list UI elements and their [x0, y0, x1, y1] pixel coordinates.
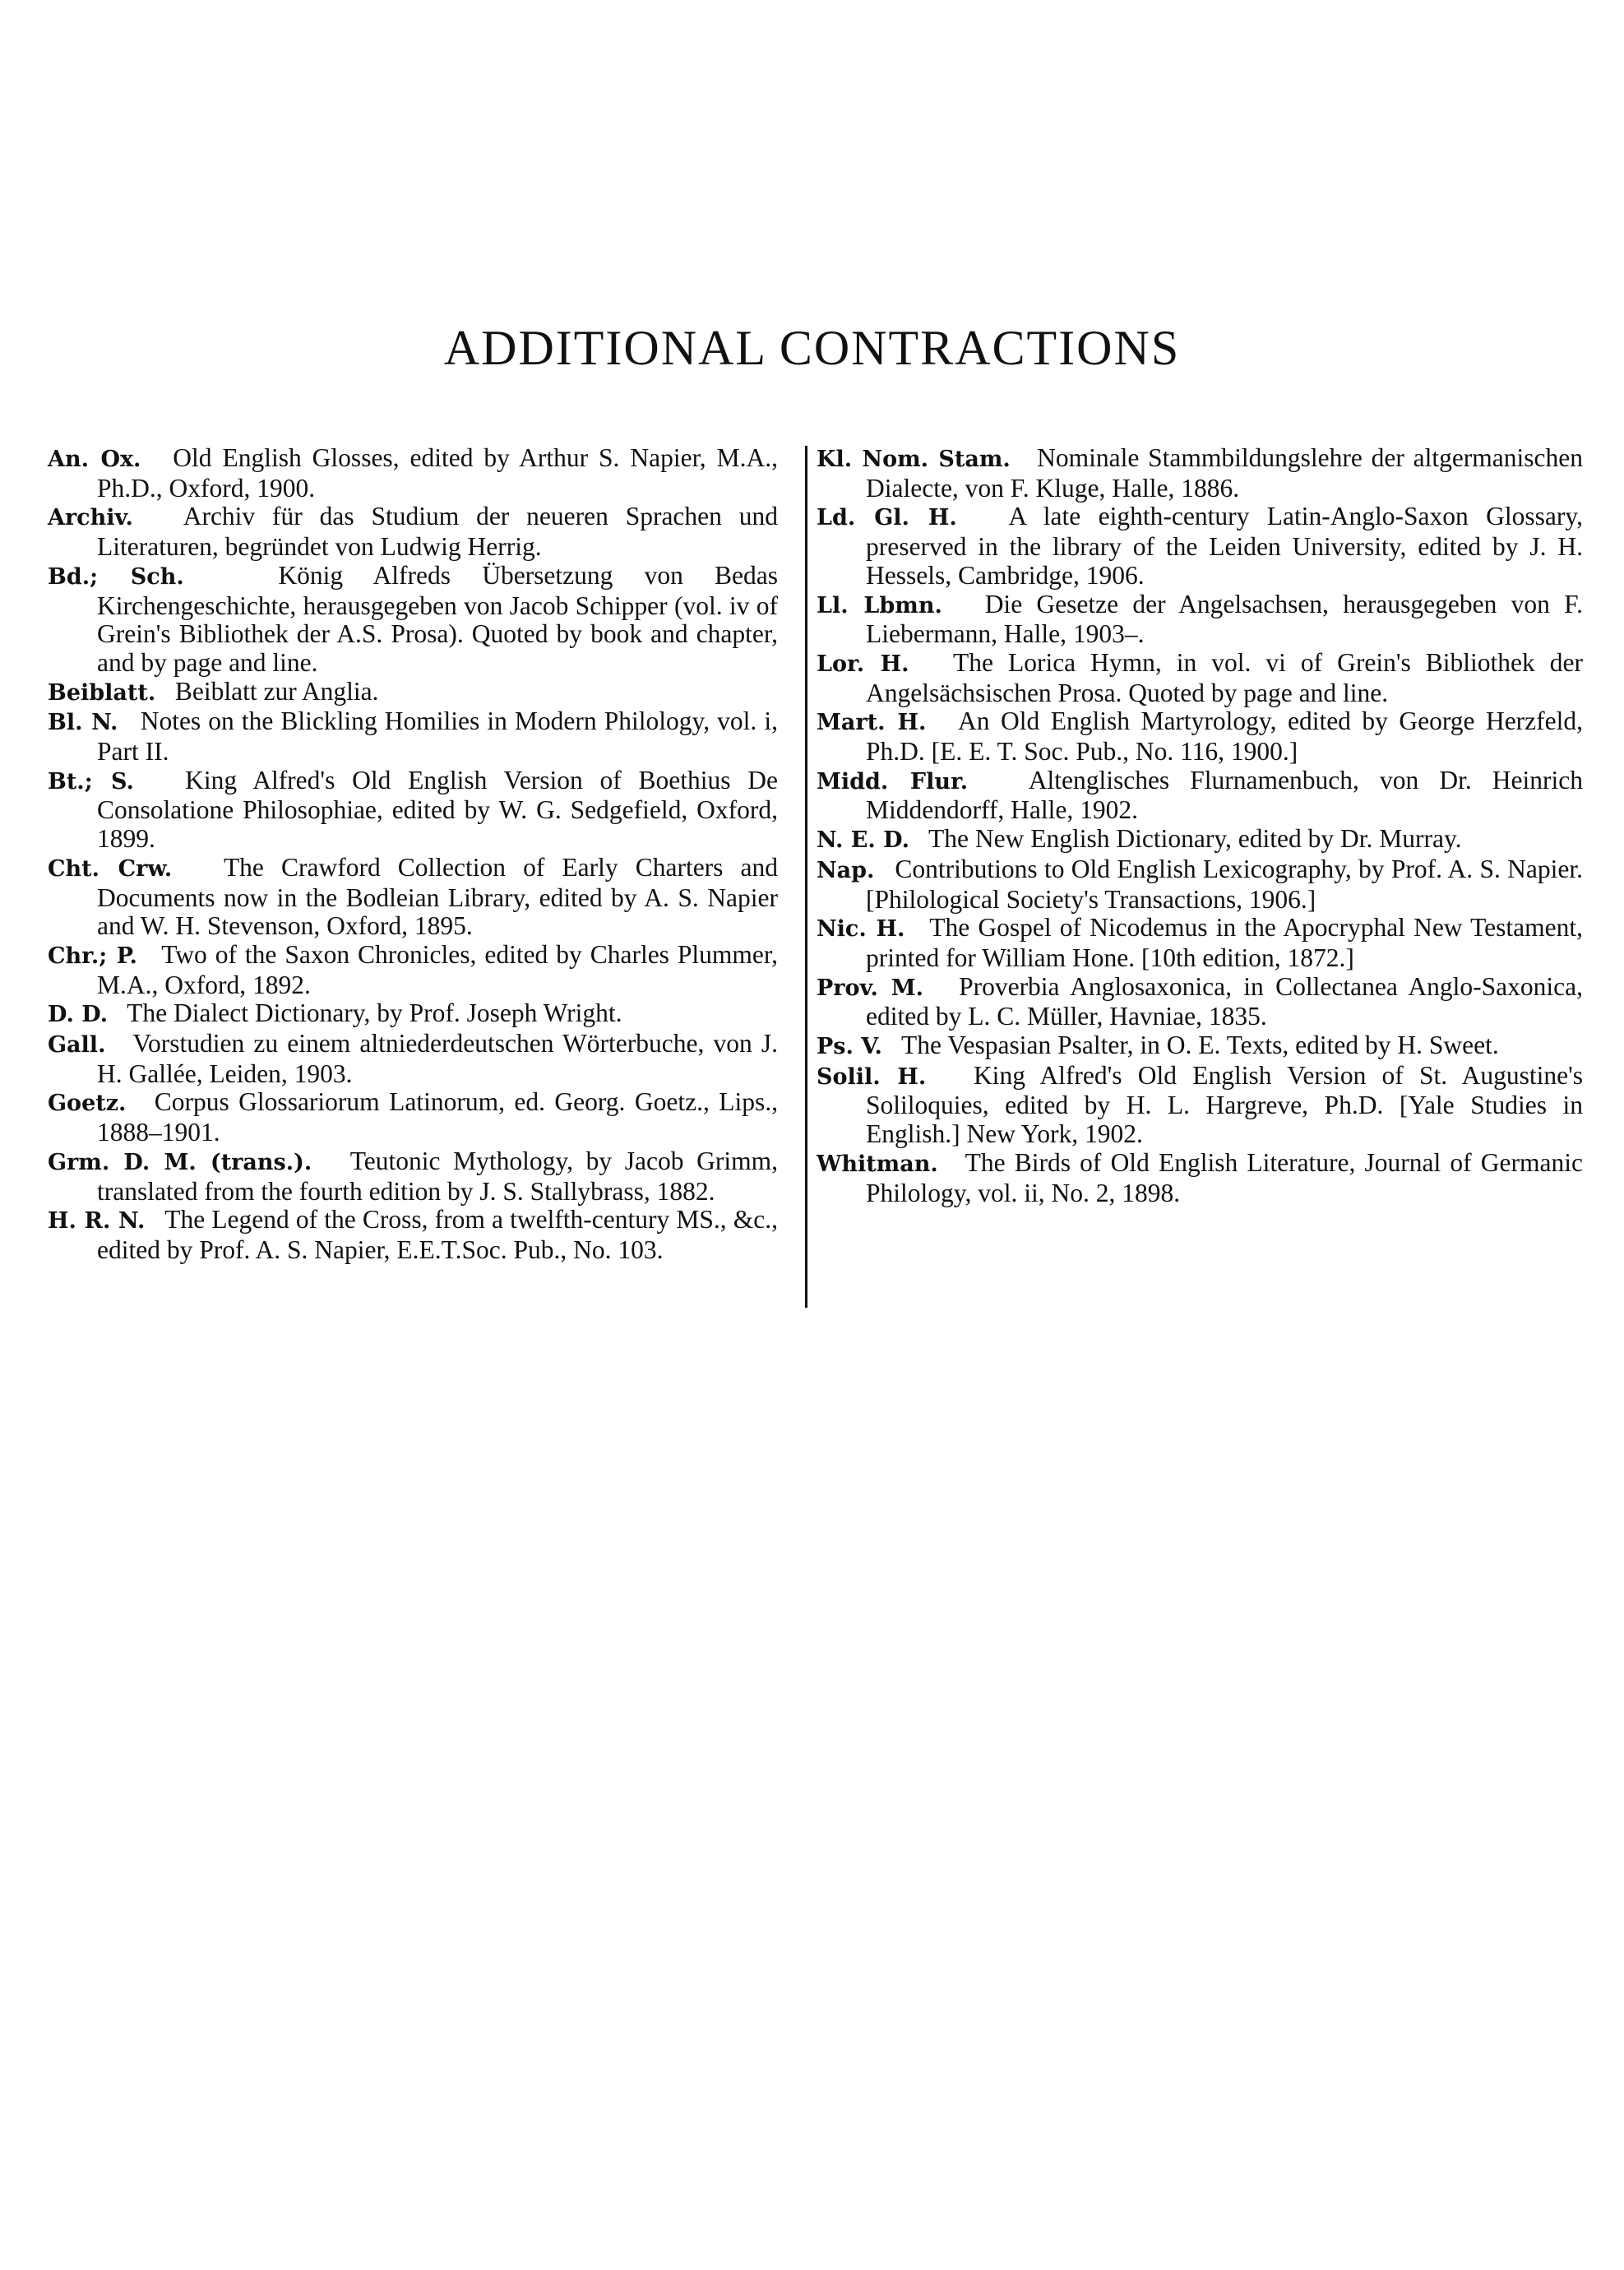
entry-abbreviation: An. Ox. — [48, 447, 141, 472]
entry-abbreviation: N. E. D. — [817, 827, 909, 854]
entry-abbreviation: Nic. H. — [817, 916, 905, 943]
entry-abbreviation: Bd.; Sch. — [48, 563, 184, 590]
entry-text: Altenglisches Flurnamenbuch, von Dr. Heinrich Middendorff, Halle, 1902. — [866, 765, 1584, 825]
entry-abbreviation: Whitman. — [817, 1151, 938, 1177]
entry-abbreviation: H. R. N. — [48, 1208, 146, 1235]
entry — [48, 562, 778, 678]
entry-abbreviation: Ld. Gl. H. — [817, 505, 957, 531]
entry-text: The Vespasian Psalter, in O. E. Texts, edited by H. Sweet. — [901, 1031, 1499, 1060]
entry — [817, 825, 1583, 855]
entry-text: The Gospel of Nicodemus in the Apocryphal New Testament, printed for William Hone. [10th edition, 1872.] — [866, 913, 1583, 972]
entry — [48, 1206, 778, 1264]
entry-abbreviation: Solil. H. — [817, 1063, 927, 1090]
entry-text: King Alfred's Old English Version of Boethius De Consolatione Philosophiae, edited by W. G. Sedgefield, Oxford, 1899. — [97, 765, 779, 854]
entry — [48, 999, 778, 1030]
entry-abbreviation: Archiv. — [48, 505, 133, 531]
entry — [48, 707, 778, 766]
entry-abbreviation: Lor. H. — [817, 651, 909, 677]
entry-text: Nominale Stammbildungslehre der altgermanischen Dialecte, von F. Kluge, Halle, 1886. — [866, 443, 1584, 503]
entry — [817, 973, 1583, 1031]
entry — [48, 444, 778, 503]
entry — [817, 1062, 1583, 1149]
entry-text: The Dialect Dictionary, by Prof. Joseph Wright. — [127, 998, 622, 1028]
entry-text: Teutonic Mythology, by Jacob Grimm, translated from the fourth edition by J. S. Stallybrass, 1882. — [97, 1146, 778, 1206]
entry-text: Proverbia Anglosaxonica, in Collectanea Anglo-Saxonica, edited by L. C. Müller, Havniae, 1835. — [866, 971, 1583, 1031]
entry-abbreviation: Bl. N. — [48, 710, 118, 736]
column-divider — [805, 446, 807, 1308]
entry-text: Vorstudien zu einem altniederdeutschen Wörterbuche, von J. H. Gallée, Leiden, 1903. — [97, 1029, 778, 1088]
entry-text: Two of the Saxon Chronicles, edited by Charles Plummer, M.A., Oxford, 1892. — [97, 939, 778, 999]
entry-text: The Crawford Collection of Early Charters and Documents now in the Bodleian Library, edited by A. S. Napier and W. H. Stevenson, Oxford, 1895. — [97, 852, 778, 941]
entry — [817, 855, 1583, 914]
entry-abbreviation: Kl. Nom. Stam. — [817, 447, 1011, 472]
left-column — [48, 444, 778, 1265]
entry-text: A late eighth-century Latin-Anglo-Saxon Glossary, preserved in the library of the Leiden University, edited by J. H. Hessels, Cambridge, 1906. — [866, 502, 1583, 590]
right-column — [817, 444, 1583, 1207]
entry-text: Corpus Glossariorum Latinorum, ed. Georg. Goetz., Lips., 1888–1901. — [97, 1087, 779, 1147]
entry — [817, 767, 1583, 825]
entry — [48, 854, 778, 941]
entry-text: The Birds of Old English Literature, Journal of Germanic Philology, vol. ii, No. 2, 1898. — [866, 1147, 1583, 1207]
entry — [817, 1031, 1583, 1062]
entry-abbreviation: Chr.; P. — [48, 943, 137, 969]
entry-abbreviation: Midd. Flur. — [817, 768, 969, 794]
entry — [48, 503, 778, 561]
entry — [817, 914, 1583, 972]
entry-abbreviation: Nap. — [817, 857, 875, 883]
entry-text: The Legend of the Cross, from a twelfth-century MS., &c., edited by Prof. A. S. Napier, E.E.T.Soc. Pub., No. 103. — [97, 1205, 779, 1264]
entry-text: König Alfreds Übersetzung von Bedas Kirchengeschichte, herausgegeben von Jacob Schipper (vol. iv of Grein's Bibliothek der A.S. Prosa). Quoted by book and chapter, and by page and line. — [97, 560, 779, 677]
entry-abbreviation: Cht. Crw. — [48, 855, 173, 882]
entry-text: King Alfred's Old English Version of St. Augustine's Soliloquies, edited by H. L. Hargreve, Ph.D. [Yale Studies in English.] New York, 1902. — [866, 1060, 1584, 1149]
entry-text: Contributions to Old English Lexicography, by Prof. A. S. Napier. [Philological Society's Transactions, 1906.] — [866, 854, 1583, 914]
entry — [48, 678, 778, 708]
entry — [817, 649, 1583, 707]
entry-abbreviation: Gall. — [48, 1032, 106, 1059]
entry — [817, 503, 1583, 590]
entry-abbreviation: Ll. Lbmn. — [817, 592, 942, 618]
entry-text: Archiv für das Studium der neueren Sprachen und Literaturen, begründet von Ludwig Herrig. — [97, 502, 778, 562]
entry-text: Old English Glosses, edited by Arthur S. Napier, M.A., Ph.D., Oxford, 1900. — [97, 443, 779, 503]
entry-text: An Old English Martyrology, edited by George Herzfeld, Ph.D. [E. E. T. Soc. Pub., No. 116, 1900.] — [866, 706, 1583, 767]
entry-text: Beiblatt zur Anglia. — [174, 676, 379, 706]
entry-text: The New English Dictionary, edited by Dr. Murray. — [928, 824, 1462, 854]
entry — [817, 591, 1583, 649]
page-title: ADDITIONAL CONTRACTIONS — [443, 321, 1181, 375]
entry — [48, 941, 778, 999]
entry-abbreviation: Mart. H. — [817, 710, 927, 736]
entry — [817, 444, 1583, 503]
entry — [48, 1088, 778, 1147]
entry-abbreviation: Bt.; S. — [48, 768, 134, 794]
entry-text: Die Gesetze der Angelsachsen, herausgegeben von F. Liebermann, Halle, 1903–. — [866, 589, 1583, 649]
entry-abbreviation: Prov. M. — [817, 975, 924, 1001]
entry-abbreviation: Grm. D. M. (trans.). — [48, 1149, 312, 1175]
entry — [817, 1149, 1583, 1207]
entry-text: The Lorica Hymn, in vol. vi of Grein's Bibliothek der Angelsächsischen Prosa. Quoted by page and line. — [866, 647, 1583, 707]
entry-abbreviation: Beiblatt. — [48, 679, 156, 706]
entry-abbreviation: D. D. — [48, 1002, 109, 1028]
entry-abbreviation: Goetz. — [48, 1091, 127, 1117]
entry-abbreviation: Ps. V. — [817, 1034, 882, 1060]
entry-text: Notes on the Blickling Homilies in Modern Philology, vol. i, Part II. — [97, 706, 779, 767]
entry — [48, 1030, 778, 1088]
entry — [48, 767, 778, 854]
entry — [817, 707, 1583, 766]
entry — [48, 1147, 778, 1206]
